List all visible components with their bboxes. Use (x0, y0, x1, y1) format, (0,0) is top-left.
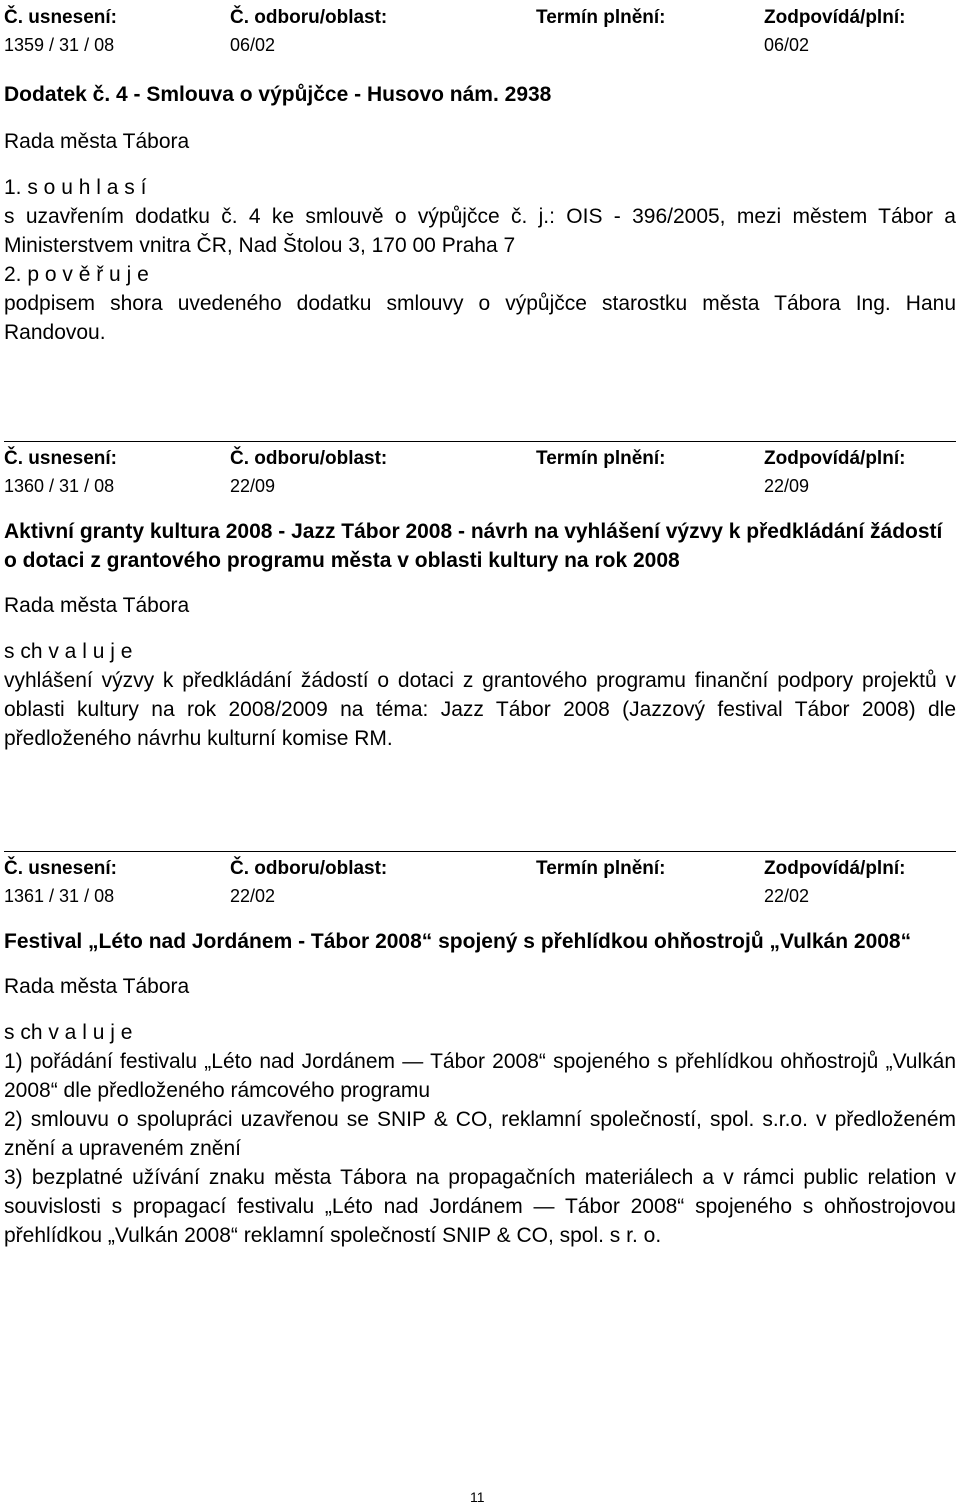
decision-text: 1) pořádání festivalu „Léto nad Jordánem — Tábor 2008“ spojeného s přehlídkou ohňostrojů „Vulkán 2008“ dle předloženého rámcového programu (4, 1050, 956, 1102)
responsible-value: 22/02 (764, 886, 810, 906)
decision-verb: 2. p o v ě ř u j e (4, 263, 149, 286)
resolution-header (4, 851, 956, 909)
council-name: Rada města Tábora (4, 594, 190, 617)
section-divider (4, 851, 956, 852)
label-responsible: Zodpovídá/plní: (764, 448, 906, 469)
resolution-number: 1359 / 31 / 08 (4, 35, 115, 55)
decision-verb: s ch v a l u j e (4, 1021, 133, 1044)
label-department: Č. odboru/oblast: (230, 7, 388, 28)
responsible-value: 06/02 (764, 35, 810, 55)
decision-verb: 1. s o u h l a s í (4, 176, 147, 199)
label-deadline: Termín plnění: (536, 7, 666, 28)
label-responsible: Zodpovídá/plní: (764, 858, 906, 879)
council-name: Rada města Tábora (4, 975, 190, 998)
label-resolution-number: Č. usnesení: (4, 858, 117, 879)
label-responsible: Zodpovídá/plní: (764, 7, 906, 28)
decision-text: 3) bezplatné užívání znaku města Tábora na propagačních materiálech a v rámci public relation v souvislosti s propagací festivalu „Léto nad Jordánem — Tábor 2008“ spojeného s ohňostrojovou přehlídkou „Vulkán 2008“ reklamní společností SNIP & CO, spol. s r. o. (4, 1166, 956, 1247)
resolution-header (4, 441, 956, 499)
decision-text: s uzavřením dodatku č. 4 ke smlouvě o výpůjčce č. j.: OIS - 396/2005, mezi městem Tábor a Ministerstvem vnitra ČR, Nad Štolou 3, 170 00 Praha 7 (4, 205, 956, 257)
resolution-1360 (4, 441, 956, 753)
department-value: 22/02 (230, 886, 276, 906)
page-number: 11 (470, 1489, 485, 1505)
decision-text: 2) smlouvu o spolupráci uzavřenou se SNIP & CO, reklamní společností, spol. s.r.o. v předloženém znění a upraveném znění (4, 1108, 956, 1160)
department-value: 06/02 (230, 35, 276, 55)
resolution-title: Dodatek č. 4 - Smlouva o výpůjčce - Husovo nám. 2938 (4, 83, 552, 106)
responsible-value: 22/09 (764, 476, 810, 496)
decision-verb: s ch v a l u j e (4, 640, 133, 663)
department-value: 22/09 (230, 476, 276, 496)
resolution-1359 (4, 0, 956, 347)
section-divider (4, 441, 956, 442)
decision-text: vyhlášení výzvy k předkládání žádostí o dotaci z grantového programu finanční podpory projektů v oblasti kultury na rok 2008/2009 na téma: Jazz Tábor 2008 (Jazzový festival Tábor 2008) dle předloženého návrhu kulturní komise RM. (4, 669, 956, 750)
resolution-1361 (4, 851, 956, 1250)
label-resolution-number: Č. usnesení: (4, 7, 117, 28)
resolution-title: Festival „Léto nad Jordánem - Tábor 2008“ spojený s přehlídkou ohňostrojů „Vulkán 2008“ (4, 930, 912, 953)
resolution-header (4, 0, 956, 58)
label-deadline: Termín plnění: (536, 448, 666, 469)
resolution-number: 1360 / 31 / 08 (4, 476, 115, 496)
label-deadline: Termín plnění: (536, 858, 666, 879)
council-name: Rada města Tábora (4, 130, 190, 153)
resolution-title: Aktivní granty kultura 2008 - Jazz Tábor 2008 - návrh na vyhlášení výzvy k předkládání žádostí o dotaci z grantového programu města v oblasti kultury na rok 2008 (4, 520, 943, 572)
resolution-number: 1361 / 31 / 08 (4, 886, 115, 906)
label-department: Č. odboru/oblast: (230, 448, 388, 469)
label-department: Č. odboru/oblast: (230, 858, 388, 879)
decision-text: podpisem shora uvedeného dodatku smlouvy o výpůjčce starostku města Tábora Ing. Hanu Randovou. (4, 292, 956, 344)
label-resolution-number: Č. usnesení: (4, 448, 117, 469)
